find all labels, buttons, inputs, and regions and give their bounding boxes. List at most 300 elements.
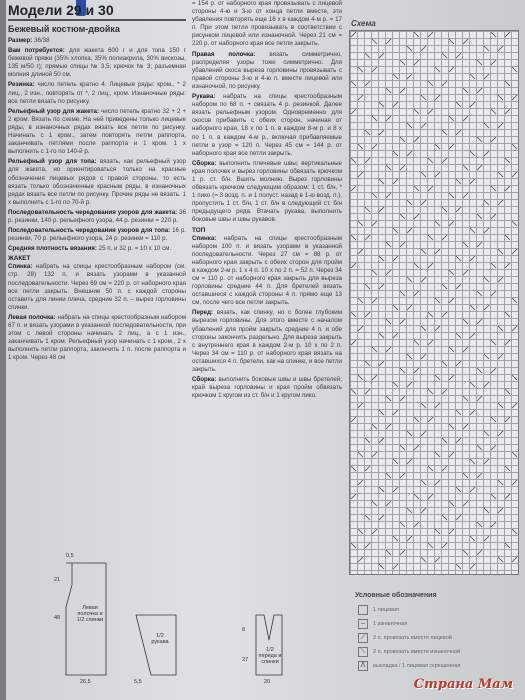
chart-stitch-symbol: [463, 501, 468, 506]
chart-stitch-symbol: [379, 333, 384, 338]
chart-stitch-symbol: [365, 389, 370, 394]
chart-stitch-symbol: [428, 158, 433, 163]
dim-5-5: 5,5: [134, 679, 142, 685]
chart-stitch-symbol: [400, 445, 405, 450]
col1-paragraph: [8, 227, 186, 243]
chart-stitch-symbol: [498, 95, 503, 100]
chart-stitch-symbol: [512, 375, 517, 380]
chart-stitch-symbol: [365, 312, 370, 317]
chart-stitch-symbol: [379, 438, 384, 443]
chart-stitch-symbol: [351, 263, 356, 268]
chart-stitch-symbol: [421, 123, 426, 128]
chart-stitch-symbol: [372, 193, 377, 198]
col2-paragraph-heading: ТОП: [192, 226, 206, 234]
chart-stitch-symbol: [407, 508, 412, 513]
chart-stitch-symbol: [400, 60, 405, 65]
col1-paragraph: [8, 245, 186, 253]
chart-stitch-symbol: [407, 46, 412, 51]
chart-stitch-symbol: [428, 417, 433, 422]
chart-stitch-symbol: [393, 179, 398, 184]
chart-stitch-symbol: [393, 333, 398, 338]
legend-label: 1 изнаночная: [373, 621, 408, 627]
legend-label: 2 п. провязать вместе лицевой: [373, 635, 452, 641]
chart-stitch-symbol: [442, 158, 447, 163]
chart-stitch-symbol: [498, 431, 503, 436]
chart-stitch-symbol: [484, 382, 489, 387]
col1-paragraph-text: 25 п. и 32 р. = 10 х 10 см.: [96, 245, 172, 253]
chart-stitch-symbol: [358, 144, 363, 149]
chart-stitch-symbol: [484, 46, 489, 51]
chart-stitch-symbol: [442, 543, 447, 548]
chart-stitch-symbol: [470, 151, 475, 156]
chart-stitch-symbol: [358, 249, 363, 254]
chart-stitch-symbol: [442, 235, 447, 240]
chart-stitch-symbol: [358, 95, 363, 100]
chart-stitch-symbol: [379, 130, 384, 135]
chart-stitch-symbol: [505, 109, 510, 114]
chart-stitch-symbol: [449, 193, 454, 198]
chart-stitch-symbol: [386, 473, 391, 478]
sleeve-pattern-shape: [136, 615, 176, 675]
chart-stitch-symbol: [407, 123, 412, 128]
chart-stitch-symbol: [477, 550, 482, 555]
chart-stitch-symbol: [428, 263, 433, 268]
chart-stitch-symbol: [449, 116, 454, 121]
label-sleeve: 1/2 рукава: [151, 633, 169, 645]
chart-stitch-symbol: [484, 123, 489, 128]
chart-stitch-symbol: [386, 550, 391, 555]
col1-paragraph-heading: Резинка:: [8, 81, 35, 89]
chart-stitch-symbol: [379, 53, 384, 58]
col1-paragraph-text: набрать на спицы крестообразным набором 67 п. и вязать узорами в указанной последовательности, при этом с левой стороны начинать 2 лиц., а с 1 изн., заканчивать 1 кром. Рельефный узор начинать с 1 кром., 2 х выполнить петли раппорта, закончить 1 п. после раппорта и 1 кром. Через 48 см: [8, 313, 186, 362]
chart-stitch-symbol: [372, 347, 377, 352]
chart-stitch-symbol: [393, 256, 398, 261]
chart-stitch-symbol: [470, 179, 475, 184]
chart-stitch-symbol: [449, 347, 454, 352]
chart-stitch-symbol: [456, 179, 461, 184]
chart-stitch-symbol: [456, 284, 461, 289]
chart-stitch-symbol: [365, 207, 370, 212]
chart-stitch-symbol: [400, 319, 405, 324]
chart-stitch-symbol: [421, 200, 426, 205]
chart-stitch-symbol: [365, 284, 370, 289]
chart-stitch-symbol: [379, 487, 384, 492]
chart-stitch-symbol: [449, 144, 454, 149]
chart-stitch-symbol: [365, 515, 370, 520]
legend-symbol-icon: –: [358, 619, 368, 629]
chart-stitch-symbol: [414, 340, 419, 345]
chart-stitch-symbol: [442, 466, 447, 471]
chart-stitch-symbol: [386, 319, 391, 324]
chart-stitch-symbol: [386, 39, 391, 44]
col2-paragraph-heading: Сборка:: [192, 376, 217, 384]
chart-stitch-symbol: [435, 67, 440, 72]
chart-stitch-symbol: [491, 214, 496, 219]
chart-stitch-symbol: [491, 60, 496, 65]
col2-paragraph-heading: Правая полочка:: [192, 50, 256, 58]
chart-stitch-symbol: [498, 277, 503, 282]
chart-stitch-symbol: [386, 501, 391, 506]
col2-paragraph-text: вязать, как спинку, но с более глубоким вырезом горловины. Для этого вместе с началом убавлений для пройм закрыть средние 4 п. и обе стороны закончить раздельно. Для выреза закрыть с внутреннего края в каждом 2-м р. 10 х по 2 п. Через 34 см = 110 р. от наборного края вязать на оставшихся 4 п. бретели, как на спинке, и все петли закрыть.: [192, 309, 342, 374]
legend-label: 1 лицевая: [373, 607, 399, 613]
chart-stitch-symbol: [386, 424, 391, 429]
legend-symbol-icon: ⟋: [358, 633, 368, 643]
chart-stitch-symbol: [484, 459, 489, 464]
chart-stitch-symbol: [498, 403, 503, 408]
col2-paragraph-heading: Спинка:: [192, 234, 217, 242]
knitting-chart-grid: [349, 30, 519, 575]
chart-stitch-symbol: [505, 186, 510, 191]
chart-stitch-symbol: [484, 508, 489, 513]
legend-symbol-icon: [358, 605, 368, 615]
chart-stitch-symbol: [491, 109, 496, 114]
chart-stitch-symbol: [358, 403, 363, 408]
chart-stitch-symbol: [456, 256, 461, 261]
instructions-left: [8, 37, 186, 362]
chart-stitch-symbol: [407, 305, 412, 310]
col2-paragraph-heading: Рукава:: [192, 93, 216, 101]
chart-stitch-symbol: [435, 172, 440, 177]
chart-stitch-symbol: [470, 305, 475, 310]
chart-stitch-symbol: [470, 410, 475, 415]
chart-stitch-symbol: [421, 508, 426, 513]
chart-stitch-symbol: [463, 116, 468, 121]
chart-stitch-symbol: [400, 550, 405, 555]
chart-stitch-symbol: [421, 326, 426, 331]
chart-stitch-symbol: [414, 32, 419, 37]
chart-stitch-symbol: [463, 270, 468, 275]
chart-stitch-symbol: [379, 564, 384, 569]
legend-title: Условные обозначения: [355, 592, 437, 599]
chart-stitch-symbol: [358, 452, 363, 457]
chart-stitch-symbol: [463, 396, 468, 401]
chart-stitch-symbol: [351, 389, 356, 394]
chart-stitch-symbol: [428, 235, 433, 240]
chart-stitch-symbol: [428, 494, 433, 499]
col1-paragraph: [8, 37, 186, 45]
dim-26-5: 26,5: [80, 679, 91, 685]
col2-paragraph-text: набрать на спицы крестообразным набором 100 п. и вязать узорами в указанной последовательности. Через 27 см = 88 р. от наборного края закрыть с обеих сторон для пройм в каждом 2-м р. 1 х 4 п. 10 х по 2 п. = 52 п. Через 34 см = 110 р. от наборного края закрыть для выреза горловины средние 44 п. Для бретелей вязать оставшиеся с каждой стороны 4 п. прямо еще 13 см, после чего все петли закрыть.: [192, 234, 342, 307]
col2-paragraph-text: = 154 р. от наборного края провязывать с лицевой стороны 4-ю и 3-ю от конца петли вместе, эти убавления повторять еще 16 х в каждом 4-м р. = 17 п. При этом петли провязывать в соответствии с рисунком лицевой или изнаночной. Через 21 см = 220 р. от наборного края все петли закрыть.: [192, 0, 342, 48]
chart-stitch-symbol: [414, 137, 419, 142]
chart-stitch-symbol: [351, 543, 356, 548]
dim-27: 27: [242, 657, 249, 663]
chart-stitch-symbol: [435, 480, 440, 485]
chart-stitch-symbol: [463, 193, 468, 198]
magazine-page: [6, 0, 525, 700]
chart-stitch-symbol: [435, 529, 440, 534]
chart-stitch-symbol: [449, 452, 454, 457]
chart-stitch-symbol: [372, 298, 377, 303]
chart-stitch-symbol: [512, 298, 517, 303]
col1-paragraph-text: для жакета 600 г и для топа 150 г бежевой пряжи (35% хлопка, 35% полиакрила, 30% вискозы, 135 м/50 г); прямые спицы № 3,5; крючок № 3; разъемная молния длиной 50 см.: [8, 47, 186, 79]
chart-stitch-symbol: [421, 277, 426, 282]
chart-stitch-symbol: [372, 375, 377, 380]
chart-stitch-symbol: [477, 291, 482, 296]
dim-21: 21: [54, 577, 61, 583]
chart-stitch-symbol: [498, 172, 503, 177]
chart-stitch-symbol: [491, 263, 496, 268]
chart-stitch-symbol: [456, 207, 461, 212]
chart-stitch-symbol: [470, 382, 475, 387]
chart-stitch-symbol: [449, 270, 454, 275]
chart-stitch-symbol: [435, 326, 440, 331]
chart-stitch-symbol: [379, 179, 384, 184]
chart-stitch-symbol: [358, 172, 363, 177]
chart-stitch-symbol: [400, 291, 405, 296]
chart-stitch-symbol: [484, 200, 489, 205]
chart-stitch-symbol: [484, 228, 489, 233]
chart-stitch-symbol: [400, 368, 405, 373]
chart-stitch-symbol: [484, 151, 489, 156]
chart-stitch-symbol: [505, 389, 510, 394]
chart-stitch-symbol: [512, 67, 517, 72]
col2-paragraph-text: набрать на спицы крестообразным набором по 68 п. + связать 4 р. резинкой. Далее вязать рельефным узором. Одновременно для скосов прибавить с обеих сторон, начиная от наборного края, 18 х по 1 п. в каждом 8-м р. и 8 х по 1 п. в каждом 4-м р., включая прибавляемые петли в узор = 120 п. Через 45 см = 144 р. от наборного края все петли закрыть.: [192, 93, 342, 157]
chart-stitch-symbol: [463, 550, 468, 555]
chart-stitch-symbol: [365, 438, 370, 443]
chart-stitch-symbol: [477, 137, 482, 142]
chart-stitch-symbol: [407, 228, 412, 233]
chart-stitch-symbol: [421, 172, 426, 177]
chart-stitch-symbol: [505, 417, 510, 422]
chart-stitch-symbol: [421, 431, 426, 436]
chart-stitch-symbol: [484, 74, 489, 79]
chart-stitch-symbol: [463, 319, 468, 324]
chart-stitch-symbol: [393, 382, 398, 387]
chart-stitch-symbol: [505, 340, 510, 345]
chart-stitch-symbol: [386, 270, 391, 275]
chart-stitch-symbol: [400, 242, 405, 247]
chart-stitch-symbol: [456, 515, 461, 520]
col1-paragraph-text: набрать на спицы крестообразным набором (см. стр. 28) 132 п. и вязать узорами в указанной последовательности. Через 69 см = 220 р. от наборного края все петли закрыть. Внешние 50 п. с каждой стороны оставить для линии плеча, средние 32 п. – вырез горловины спинки.: [8, 263, 186, 311]
chart-stitch-symbol: [484, 277, 489, 282]
col1-paragraph: [8, 47, 186, 79]
chart-stitch-symbol: [358, 67, 363, 72]
chart-stitch-symbol: [379, 361, 384, 366]
col1-paragraph-heading: Последовательность чередования узоров для жакета:: [8, 208, 178, 216]
chart-stitch-symbol: [477, 214, 482, 219]
chart-stitch-symbol: [442, 389, 447, 394]
chart-stitch-symbol: [456, 487, 461, 492]
legend: [358, 604, 518, 674]
chart-stitch-symbol: [372, 116, 377, 121]
chart-stitch-symbol: [463, 242, 468, 247]
chart-stitch-symbol: [491, 340, 496, 345]
chart-stitch-symbol: [358, 529, 363, 534]
col1-paragraph: [8, 263, 186, 312]
chart-stitch-symbol: [407, 536, 412, 541]
chart-stitch-symbol: [414, 417, 419, 422]
col2-paragraph: [192, 309, 342, 374]
chart-stitch-symbol: [386, 193, 391, 198]
chart-stitch-symbol: [470, 228, 475, 233]
chart-stitch-symbol: [505, 494, 510, 499]
chart-stitch-symbol: [435, 557, 440, 562]
chart-stitch-symbol: [498, 354, 503, 359]
chart-stitch-symbol: [435, 298, 440, 303]
chart-stitch-symbol: [358, 557, 363, 562]
legend-symbol-icon: ⟍: [358, 647, 368, 657]
chart-stitch-symbol: [435, 375, 440, 380]
chart-stitch-symbol: [393, 564, 398, 569]
chart-stitch-symbol: [470, 564, 475, 569]
chart-stitch-symbol: [456, 53, 461, 58]
chart-stitch-symbol: [435, 95, 440, 100]
chart-stitch-symbol: [414, 60, 419, 65]
chart-stitch-symbol: [449, 501, 454, 506]
chart-stitch-symbol: [351, 81, 356, 86]
chart-stitch-symbol: [428, 109, 433, 114]
text-column-left: [8, 0, 186, 364]
chart-stitch-symbol: [435, 221, 440, 226]
chart-stitch-symbol: [449, 298, 454, 303]
chart-stitch-symbol: [351, 109, 356, 114]
chart-stitch-symbol: [351, 235, 356, 240]
legend-symbol-icon: Λ: [358, 661, 368, 671]
chart-stitch-symbol: [484, 305, 489, 310]
col2-paragraph: [192, 376, 342, 400]
chart-stitch-symbol: [407, 277, 412, 282]
chart-stitch-symbol: [386, 116, 391, 121]
legend-item: [358, 646, 518, 658]
chart-stitch-symbol: [358, 480, 363, 485]
chart-stitch-symbol: [400, 396, 405, 401]
chart-stitch-symbol: [351, 158, 356, 163]
chart-stitch-symbol: [456, 438, 461, 443]
chart-stitch-symbol: [379, 284, 384, 289]
chart-stitch-symbol: [505, 263, 510, 268]
chart-stitch-symbol: [449, 529, 454, 534]
chart-stitch-symbol: [512, 144, 517, 149]
chart-stitch-symbol: [421, 249, 426, 254]
col1-paragraph: [8, 158, 186, 207]
col1-paragraph-heading: Рельефный узор для жакета:: [8, 107, 100, 115]
chart-stitch-symbol: [358, 326, 363, 331]
chart-stitch-symbol: [512, 557, 517, 562]
dim-48: 48: [54, 615, 61, 621]
chart-stitch-symbol: [484, 536, 489, 541]
chart-stitch-symbol: [351, 312, 356, 317]
chart-stitch-symbol: [463, 39, 468, 44]
chart-stitch-symbol: [414, 186, 419, 191]
chart-stitch-symbol: [491, 417, 496, 422]
chart-stitch-symbol: [372, 452, 377, 457]
chart-stitch-symbol: [407, 74, 412, 79]
chart-stitch-symbol: [477, 88, 482, 93]
chart-stitch-symbol: [456, 130, 461, 135]
chart-stitch-symbol: [421, 95, 426, 100]
chart-stitch-symbol: [386, 242, 391, 247]
page-title: Модели 29 и 30: [8, 0, 186, 21]
chart-stitch-symbol: [393, 487, 398, 492]
col1-paragraph-text: 36 р. резинки, 140 р. рельефного узора, 44 р. резинки = 220 р.: [8, 208, 186, 224]
chart-stitch-symbol: [442, 284, 447, 289]
chart-stitch-symbol: [442, 515, 447, 520]
chart-stitch-symbol: [428, 32, 433, 37]
chart-stitch-symbol: [470, 256, 475, 261]
chart-stitch-symbol: [505, 32, 510, 37]
dim-back-top: 0,5: [66, 553, 74, 559]
chart-stitch-symbol: [456, 361, 461, 366]
chart-stitch-symbol: [393, 74, 398, 79]
chart-stitch-symbol: [498, 200, 503, 205]
chart-stitch-symbol: [351, 32, 356, 37]
chart-stitch-symbol: [372, 270, 377, 275]
chart-stitch-symbol: [421, 354, 426, 359]
chart-stitch-symbol: [400, 473, 405, 478]
chart-stitch-symbol: [386, 347, 391, 352]
chart-stitch-symbol: [477, 242, 482, 247]
chart-stitch-symbol: [498, 46, 503, 51]
chart-stitch-symbol: [505, 312, 510, 317]
chart-stitch-symbol: [449, 424, 454, 429]
col2-paragraph: [192, 160, 342, 225]
chart-stitch-symbol: [512, 95, 517, 100]
legend-item: [358, 632, 518, 644]
chart-stitch-symbol: [435, 452, 440, 457]
chart-stitch-symbol: [372, 424, 377, 429]
col1-paragraph: [8, 108, 186, 157]
chart-stitch-symbol: [463, 88, 468, 93]
chart-stitch-symbol: [386, 88, 391, 93]
chart-stitch-symbol: [512, 403, 517, 408]
chart-stitch-symbol: [407, 200, 412, 205]
chart-stitch-symbol: [351, 340, 356, 345]
chart-stitch-symbol: [470, 459, 475, 464]
col1-paragraph-heading: Левая полочка:: [8, 313, 56, 321]
chart-stitch-symbol: [491, 494, 496, 499]
col1-paragraph: [8, 314, 186, 363]
col2-paragraph-text: вязать симметрично, распределяя узоры тоже симметрично. Для убавлений скоса выреза горловины провязывать с правой стороны 3-ю и 4-ю п. вместе лицевой или изнаночной, по рисунку.: [192, 50, 342, 90]
chart-stitch-symbol: [512, 221, 517, 226]
text-column-right: [192, 0, 342, 402]
chart-stitch-symbol: [512, 249, 517, 254]
chart-stitch-symbol: [477, 473, 482, 478]
chart-stitch-symbol: [358, 221, 363, 226]
chart-stitch-symbol: [512, 480, 517, 485]
chart-stitch-symbol: [393, 102, 398, 107]
legend-item: [358, 618, 518, 630]
chart-stitch-symbol: [393, 536, 398, 541]
col1-paragraph-text: 16 р. резинки, 70 р. рельефного узора, 24 р. резинки = 110 р.: [8, 227, 186, 243]
chart-stitch-symbol: [456, 333, 461, 338]
chart-stitch-symbol: [414, 494, 419, 499]
chart-stitch-symbol: [351, 494, 356, 499]
chart-stitch-symbol: [505, 466, 510, 471]
chart-stitch-symbol: [491, 522, 496, 527]
pattern-shapes: [6, 545, 346, 700]
chart-stitch-symbol: [414, 522, 419, 527]
chart-stitch-symbol: [400, 165, 405, 170]
chart-stitch-symbol: [449, 221, 454, 226]
chart-stitch-symbol: [421, 46, 426, 51]
chart-stitch-symbol: [505, 81, 510, 86]
chart-stitch-symbol: [421, 480, 426, 485]
col1-paragraph: [8, 209, 186, 225]
col2-paragraph-heading: Перед:: [192, 309, 214, 317]
chart-stitch-symbol: [379, 102, 384, 107]
chart-stitch-symbol: [365, 53, 370, 58]
chart-stitch-symbol: [421, 557, 426, 562]
chart-stitch-symbol: [365, 543, 370, 548]
chart-stitch-symbol: [463, 473, 468, 478]
chart-stitch-symbol: [477, 396, 482, 401]
schema-title: Схема: [351, 19, 376, 28]
legend-item: [358, 604, 518, 616]
chart-stitch-symbol: [505, 543, 510, 548]
col1-paragraph-text: 36/38: [32, 37, 50, 44]
chart-stitch-symbol: [442, 361, 447, 366]
